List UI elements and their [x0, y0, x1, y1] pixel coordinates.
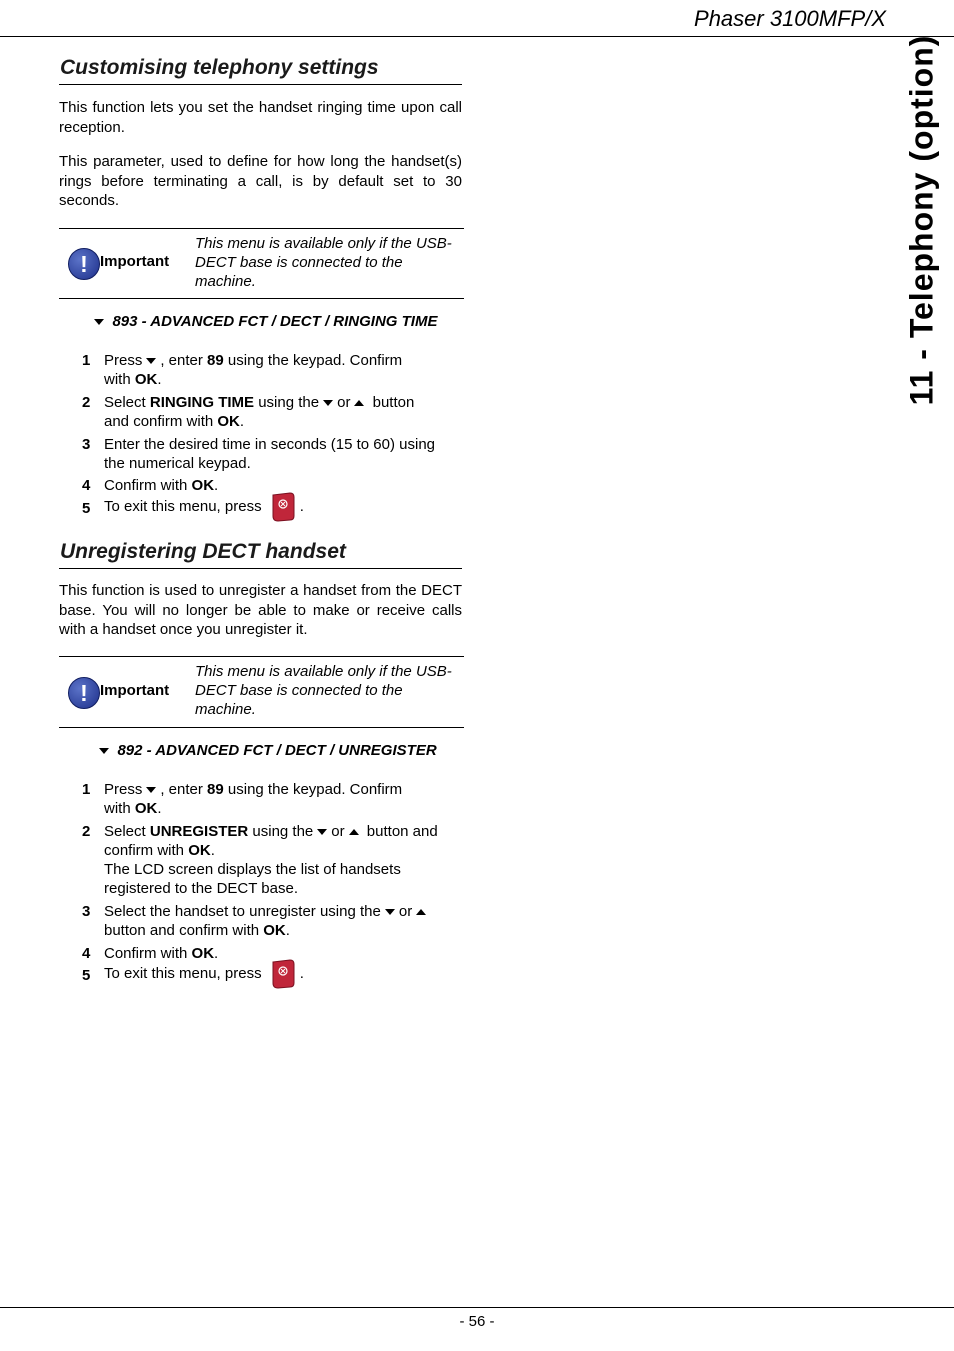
step-text: Select the handset to unregister using the or button and confirm with OK. — [104, 902, 466, 940]
step-number: 2 — [82, 394, 91, 411]
chapter-label: 11 - Telephony (option) — [903, 34, 940, 406]
arrow-down-icon — [146, 358, 156, 364]
step-text: Confirm with OK. — [104, 477, 219, 494]
section-title-unregistering: Unregistering DECT handset — [60, 540, 346, 563]
step-number: 4 — [82, 477, 91, 494]
arrow-down-icon — [385, 909, 395, 915]
step-number: 3 — [82, 903, 91, 920]
section-divider — [59, 568, 462, 569]
step-text: To exit this menu, press . — [104, 492, 466, 522]
description-paragraph: This parameter, used to define for how long the handset(s) rings before terminating a call, is by default set to 30 seconds. — [59, 153, 462, 209]
step-number: 5 — [82, 500, 91, 517]
arrow-down-icon — [94, 319, 104, 325]
step-text: Enter the desired time in seconds (15 to 60) using the numerical keypad. — [104, 436, 436, 472]
step-number: 3 — [82, 436, 91, 453]
arrow-down-icon — [99, 748, 109, 754]
menu-path — [95, 742, 437, 760]
footer-divider — [0, 1307, 954, 1308]
note-label: Important — [100, 682, 170, 699]
step-number: 4 — [82, 945, 91, 962]
stop-key-icon — [270, 492, 296, 522]
step-number: 1 — [82, 781, 91, 798]
arrow-up-icon — [349, 829, 359, 835]
step-text: Press , enter 89 using the keypad. Confirm with OK. — [104, 781, 403, 817]
menu-path — [90, 313, 437, 331]
arrow-up-icon — [354, 400, 364, 406]
note-bottom-rule — [59, 298, 464, 299]
step-number: 2 — [82, 823, 91, 840]
step-text: Press , enter 89 using the keypad. Confirm with OK. — [104, 352, 403, 388]
note-text: This menu is available only if the USB-DECT base is connected to the machine. — [195, 663, 452, 718]
section-divider — [59, 84, 462, 85]
step-number: 5 — [82, 967, 91, 984]
step-text: Confirm with OK. — [104, 945, 219, 962]
step-number: 1 — [82, 352, 91, 369]
page-number: - 56 - — [459, 1313, 495, 1330]
arrow-down-icon — [146, 787, 156, 793]
exclamation-icon: ! — [68, 677, 100, 709]
intro-paragraph: This function is used to unregister a handset from the DECT base. You will no longer be able to make or receive calls with a handset once you unregister it. — [59, 582, 462, 638]
menu-path-text: 892 - ADVANCED FCT / DECT / UNREGISTER — [117, 742, 437, 759]
menu-path-text: 893 - ADVANCED FCT / DECT / RINGING TIME — [112, 313, 438, 330]
arrow-down-icon — [323, 400, 333, 406]
note-text: This menu is available only if the USB-DECT base is connected to the machine. — [195, 235, 452, 290]
step-text: Select UNREGISTER using the or button and confirm with OK. The LCD screen displays the list of handsets registered to the DECT base. — [104, 823, 438, 897]
note-top-rule — [59, 228, 464, 229]
exclamation-icon: ! — [68, 248, 100, 280]
header-divider — [0, 36, 954, 37]
step-text: Select RINGING TIME using the or button and confirm with OK. — [104, 394, 415, 430]
document-title: Phaser 3100MFP/X — [694, 6, 886, 31]
intro-paragraph: This function lets you set the handset ringing time upon call reception. — [59, 99, 462, 136]
arrow-down-icon — [317, 829, 327, 835]
note-label: Important — [100, 253, 170, 270]
arrow-up-icon — [416, 909, 426, 915]
section-title-customising: Customising telephony settings — [60, 56, 379, 79]
stop-key-icon — [270, 959, 296, 989]
step-text: To exit this menu, press . — [104, 959, 466, 989]
note-top-rule — [59, 656, 464, 657]
note-bottom-rule — [59, 727, 464, 728]
chapter-side-tab — [892, 34, 952, 406]
